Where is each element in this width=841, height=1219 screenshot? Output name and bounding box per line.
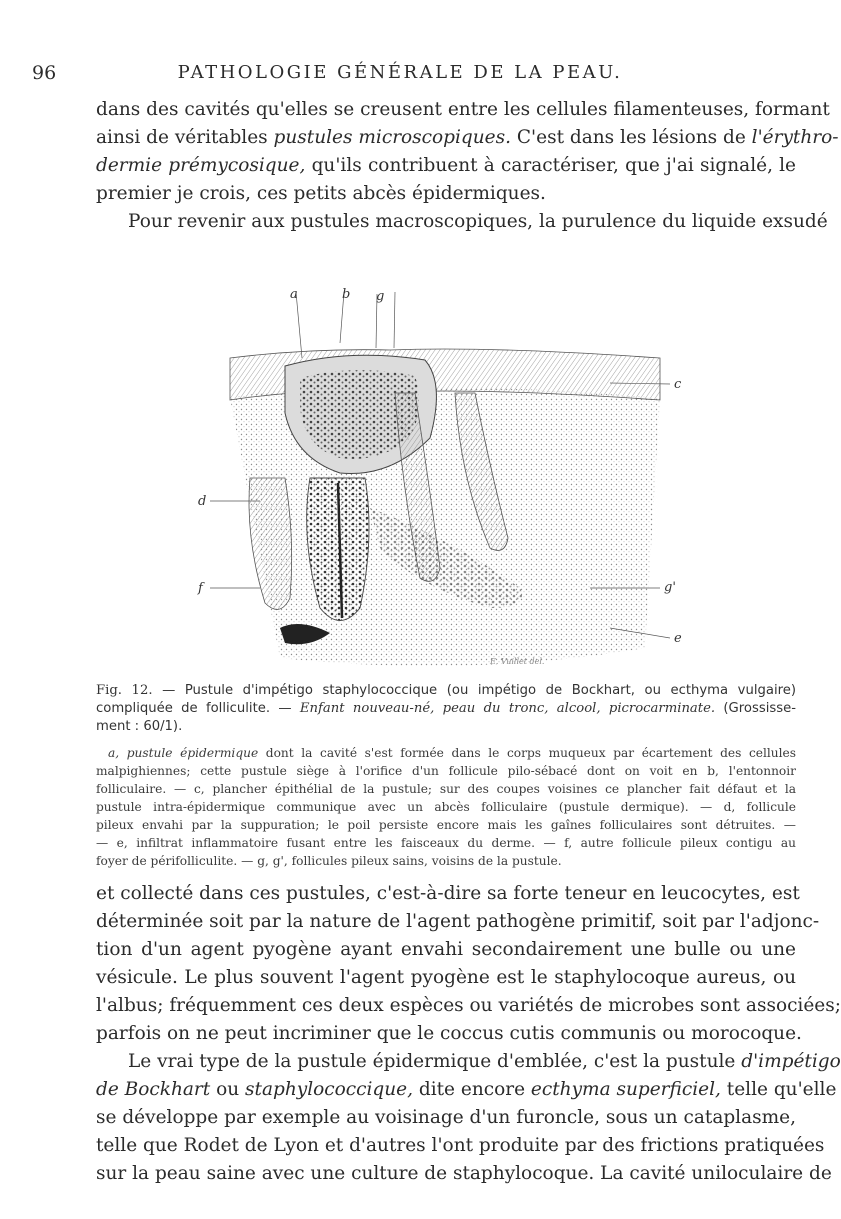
figure-caption-line: ment : 60/1).	[96, 719, 183, 734]
label-g-prime: g'	[664, 580, 676, 595]
running-title: PATHOLOGIE GÉNÉRALE DE LA PEAU.	[177, 62, 623, 83]
figure-legend-line: a, pustule épidermique dont la cavité s'est formée dans le corps muqueux par écartement des cellules	[108, 746, 796, 760]
label-f: f	[198, 581, 203, 596]
follicle-f	[249, 478, 292, 609]
figure-legend-line: malpighiennes; cette pustule siège à l'orifice d'un follicule pilo-sébacé dont on voit en b, l'entonnoir	[96, 764, 796, 778]
figure-legend-line: — e, infiltrat inflammatoire fusant entre les faisceaux du derme. — f, autre follicule pileux contigu au	[96, 836, 796, 850]
body-line: ainsi de véritables pustules microscopiques. C'est dans les lésions de l'érythro-	[96, 127, 839, 148]
label-e: e	[674, 631, 682, 646]
body-line: Pour revenir aux pustules macroscopiques, la purulence du liquide exsudé	[128, 211, 828, 232]
body-line: tion d'un agent pyogène ayant envahi secondairement une bulle ou une	[96, 939, 796, 960]
label-b: b	[342, 287, 351, 302]
body-line: telle que Rodet de Lyon et d'autres l'ont produite par des frictions pratiquées	[96, 1135, 825, 1156]
body-line: vésicule. Le plus souvent l'agent pyogène est le staphylocoque aureus, ou	[96, 967, 796, 988]
figure-legend-line: pileux envahi par la suppuration; le poil persiste encore mais les gaînes folliculaires sont détruites. —	[96, 818, 796, 832]
body-line: de Bockhart ou staphylococcique, dite encore ecthyma superficiel, telle qu'elle	[96, 1079, 837, 1100]
page-number: 96	[32, 62, 57, 84]
label-d: d	[198, 494, 207, 509]
label-g: g	[376, 289, 385, 304]
label-a: a	[290, 287, 298, 302]
body-line: et collecté dans ces pustules, c'est-à-dire sa forte teneur en leucocytes, est	[96, 883, 800, 904]
body-line: dermie prémycosique, qu'ils contribuent à caractériser, que j'ai signalé, le	[96, 155, 797, 176]
figure-legend-line: pustule intra-épidermique communique avec un abcès folliculaire (pustule dermique). — d, follicule	[96, 800, 796, 814]
engraver-signature: E. Vuillet del.	[490, 657, 545, 666]
histology-figure	[190, 288, 710, 668]
page-header	[32, 62, 768, 88]
body-line: premier je crois, ces petits abcès épidermiques.	[96, 183, 546, 204]
figure-legend-line: folliculaire. — c, plancher épithélial de la pustule; sur des coupes voisines ce plancher fait défaut et la	[96, 782, 796, 796]
figure-caption-line: compliquée de folliculite. — Enfant nouveau-né, peau du tronc, alcool, picrocarminate. (Grossisse-	[96, 701, 796, 716]
body-line: Le vrai type de la pustule épidermique d'emblée, c'est la pustule d'impétigo	[128, 1051, 841, 1072]
body-line: parfois on ne peut incriminer que le coccus cutis communis ou morocoque.	[96, 1023, 802, 1044]
body-line: l'albus; fréquemment ces deux espèces ou variétés de microbes sont associées;	[96, 995, 841, 1016]
body-line: dans des cavités qu'elles se creusent entre les cellules filamenteuses, formant	[96, 99, 830, 120]
label-c: c	[674, 377, 682, 392]
body-line: déterminée soit par la nature de l'agent pathogène primitif, soit par l'adjonc-	[96, 911, 820, 932]
figure-caption-line: Fig. 12. — Pustule d'impétigo staphylococcique (ou impétigo de Bockhart, ou ecthyma vulgaire)	[96, 683, 796, 698]
body-line: sur la peau saine avec une culture de staphylocoque. La cavité uniloculaire de	[96, 1163, 832, 1184]
figure-legend-line: foyer de périfolliculite. — g, g', follicules pileux sains, voisins de la pustule.	[96, 854, 562, 868]
body-line: se développe par exemple au voisinage d'un furoncle, sous un cataplasme,	[96, 1107, 796, 1128]
